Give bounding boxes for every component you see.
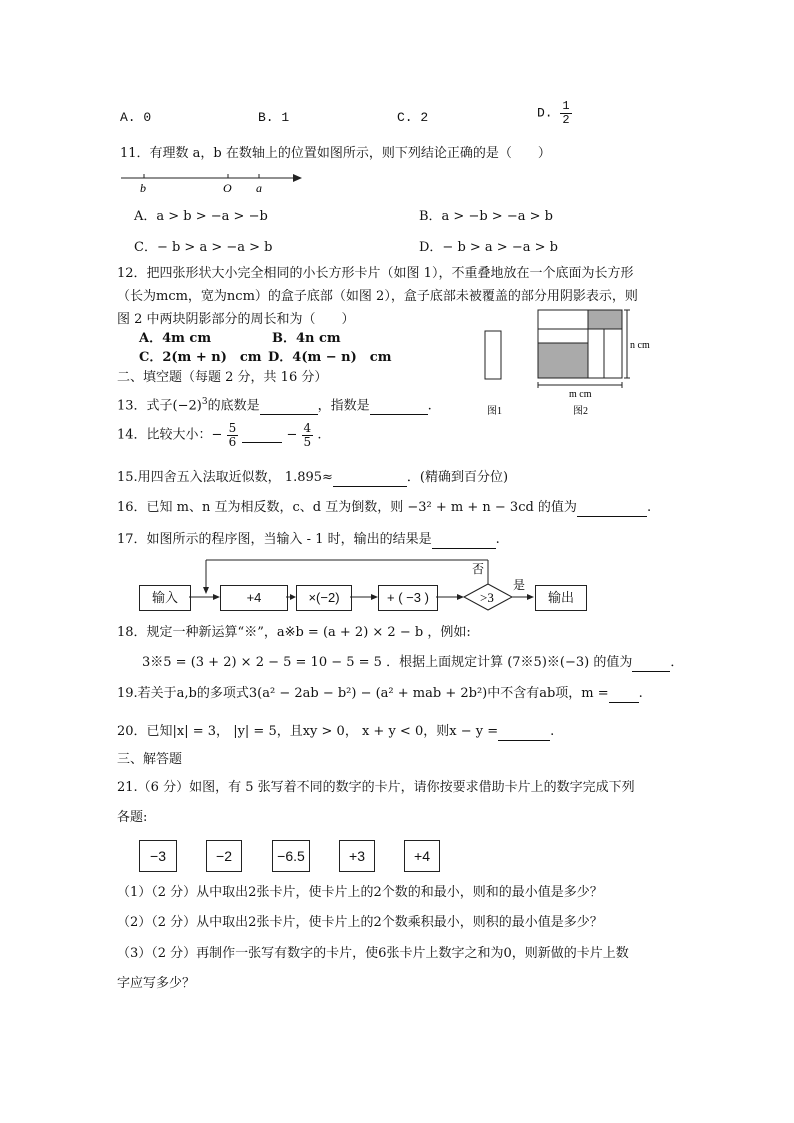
arrow-icon: [203, 587, 209, 594]
q13-end: .: [427, 398, 432, 414]
flow-condition-label: >3: [480, 590, 494, 605]
arrow-icon: [457, 594, 464, 600]
q13-mid2: ，指数是: [317, 398, 370, 414]
q11-option-c: C．− b > a > −a > b: [134, 240, 273, 255]
q12-line1: 12．把四张形状大小完全相同的小长方形卡片（如图 1），不重叠地放在一个底面为长方形: [117, 266, 634, 281]
fig2-card-v1: [588, 329, 604, 378]
q21-line2: 各题:: [117, 810, 148, 825]
flow-step3-box: + ( −3 ): [378, 585, 438, 611]
q18-line2: [142, 655, 683, 672]
q18-blank[interactable]: [632, 655, 670, 672]
fig2-card-top: [538, 310, 588, 329]
q12-line2: （长为mcm，宽为ncm）的盒子底部（如图 2），盒子底部未被覆盖的部分用阴影表示，则: [117, 289, 638, 304]
q19-end: .: [638, 686, 643, 701]
q20-end: .: [550, 724, 555, 739]
q16-blank[interactable]: [577, 500, 647, 517]
q17: [117, 532, 500, 549]
q19: [117, 686, 643, 703]
q11-stem: 11．有理数 a，b 在数轴上的位置如图所示，则下列结论正确的是（ ）: [120, 146, 551, 161]
q15-end: ．(精确到百分位): [406, 470, 509, 485]
q17-text: 17．如图所示的程序图，当输入 - 1 时，输出的结果是: [117, 532, 432, 547]
flowchart-connectors: [140, 556, 600, 616]
q14-blank[interactable]: [242, 427, 282, 444]
section-3-heading: 三、解答题: [117, 752, 183, 767]
q19-text: 19.若关于a,b的多项式3(a² − 2ab − b²) − (a² + mab + 2b²)中不含有ab项，m =: [117, 686, 609, 701]
q15: [117, 470, 508, 487]
label-o: O: [223, 181, 232, 195]
q19-blank[interactable]: [609, 686, 639, 703]
q13-exponent: 3: [201, 397, 208, 407]
flow-input-box: 输入: [139, 585, 191, 611]
label-b: b: [140, 181, 146, 195]
q14-end: .: [317, 427, 322, 443]
q12-figures: [470, 302, 670, 422]
q10-option-c: C. 2: [397, 110, 429, 125]
q12-option-c: C．2(m + n) cm: [139, 350, 262, 365]
q21-sub1: （1）（2 分）从中取出2张卡片，使卡片上的2个数的和最小，则和的最小值是多少？: [117, 885, 603, 900]
flow-yes-label: 是: [513, 578, 526, 592]
q13-pre: 13．式子(−2): [117, 398, 202, 414]
flow-step1-box: +4: [220, 585, 288, 611]
q10-option-d-prefix: D.: [537, 105, 553, 121]
section-2-heading: 二、填空题（每题 2 分，共 16 分）: [117, 370, 328, 385]
q18-end: ．: [670, 655, 684, 670]
flow-step2-box: ×(−2): [296, 585, 352, 611]
fig1-caption: 图1: [487, 406, 502, 417]
q10-d-denominator: 2: [562, 112, 570, 127]
q16-end: .: [646, 500, 652, 515]
fig2-shade-top: [588, 310, 622, 329]
q14-mid: −: [286, 427, 298, 443]
q12-line3: 图 2 中两块阴影部分的周长和为（ ）: [117, 312, 355, 327]
q21-sub3-line2: 字应写多少？: [117, 976, 196, 991]
number-card: +4: [404, 840, 440, 872]
q10-d-numerator: 1: [562, 99, 570, 113]
q11-number-line: [118, 168, 308, 196]
q21-sub2: （2）（2 分）从中取出2张卡片，使卡片上的2个数乘积最小，则积的最小值是多少？: [117, 915, 603, 930]
number-line-arrow-icon: [293, 174, 302, 182]
q18-line2-text: 3※5 = (3 + 2) × 2 − 5 = 10 − 5 = 5 ．根据上面规定计算 (7※5)※(−3) 的值为: [142, 655, 633, 670]
number-card: −6.5: [272, 840, 310, 872]
q12-option-a: A．4m cm: [139, 331, 212, 346]
q14-fraction-1: $\frac{5}{6}$: [228, 421, 237, 449]
q15-text: 15.用四舍五入法取近似数， 1.895≈: [117, 470, 333, 485]
arrow-icon: [371, 594, 378, 600]
q17-end: .: [495, 532, 500, 547]
q10-option-d: [537, 100, 572, 126]
fig2-shade-bottom: [538, 343, 588, 378]
q16: [117, 500, 651, 517]
number-card: +3: [339, 840, 375, 872]
q11-option-a: A．a > b > −a > −b: [134, 209, 268, 224]
label-a: a: [256, 181, 262, 195]
q18-line1: 18．规定一种新运算“※”，a※b = (a + 2) × 2 − b ，例如:: [117, 625, 471, 640]
q14-pre: 14．比较大小：−: [117, 427, 223, 443]
q13: [117, 397, 432, 415]
q12-option-d: D．4(m − n) cm: [268, 350, 392, 365]
q15-blank[interactable]: [333, 470, 407, 487]
q10-option-d-fraction: [560, 100, 571, 126]
q21-line1: 21.（6 分）如图，有 5 张写着不同的数字的卡片，请你按要求借助卡片上的数字完成下列: [117, 780, 635, 795]
q10-option-a: A. 0: [120, 110, 152, 125]
q12-option-b: B．4n cm: [272, 331, 341, 346]
n-label: n cm: [630, 340, 650, 351]
q21-sub3-line1: （3）（2 分）再制作一张写有数字的卡片，使6张卡片上数字之和为0，则新做的卡片上数: [117, 946, 629, 961]
arrow-icon: [527, 594, 534, 600]
fig2-card-h: [538, 329, 588, 343]
number-card: −3: [139, 840, 177, 872]
arrow-icon: [290, 594, 296, 600]
q16-text: 16．已知 m、n 互为相反数，c、d 互为倒数，则 −3² + m + n − 3cd 的值为: [117, 500, 577, 515]
q10-option-b: B. 1: [258, 110, 290, 125]
flow-no-label: 否: [472, 562, 485, 576]
fig1-card: [485, 331, 501, 379]
q20-blank[interactable]: [498, 724, 550, 741]
q11-option-b: B．a > −b > −a > b: [419, 209, 553, 224]
q11-option-d: D．− b > a > −a > b: [419, 240, 558, 255]
q13-blank-2[interactable]: [370, 398, 428, 415]
fig2-card-v2: [604, 329, 622, 378]
q17-blank[interactable]: [432, 532, 496, 549]
fig2-caption: 图2: [573, 406, 588, 417]
arrow-icon: [213, 594, 220, 600]
q14-fraction-2: $\frac{4}{5}$: [303, 421, 312, 449]
q20-text: 20．已知|x| = 3， |y| = 5，且xy > 0， x + y < 0，则x − y =: [117, 724, 499, 739]
q20: [117, 724, 554, 741]
q13-blank-1[interactable]: [260, 398, 318, 415]
m-label: m cm: [569, 389, 592, 400]
q14: [117, 422, 321, 448]
q13-mid: 的底数是: [207, 398, 260, 414]
flow-output-box: 输出: [535, 585, 587, 611]
number-card: −2: [206, 840, 242, 872]
